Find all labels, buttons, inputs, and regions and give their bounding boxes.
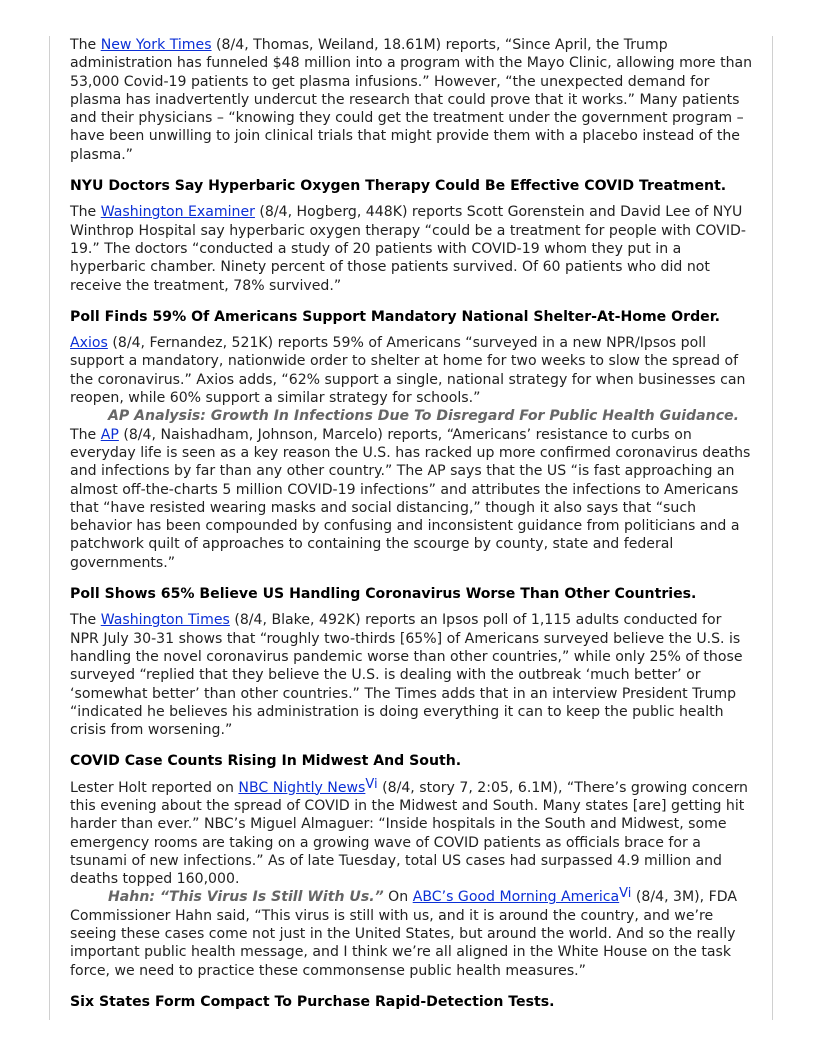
subhead-ap-analysis: AP Analysis: Growth In Infections Due To Disregard For Public Health Guidance. — [108, 408, 739, 425]
page-margin-rule-right — [772, 36, 773, 1020]
article-handling-body — [70, 611, 754, 739]
source-link-new-york-times[interactable]: New York Times — [100, 37, 212, 53]
article-midwest-pre: Lester Holt reported on — [70, 779, 239, 796]
headline-handling-poll: Poll Shows 65% Believe US Handling Coronavirus Worse Than Other Countries. — [70, 586, 697, 603]
source-link-nbc-nightly-news[interactable]: NBC Nightly News — [238, 779, 366, 796]
headline-six-states: Six States Form Compact To Purchase Rapid-Detection Tests. — [70, 993, 555, 1010]
article-hahn-text: (8/4, 3M), FDA Commissioner Hahn said, “This virus is still with us, and it is around the country, and we’re seeing these cases come not just in the United States, but around the world. And so the really important public health message, and I think we’re all aligned in the White House on the task force, we need to practice these commonsense public health measures.” — [70, 889, 737, 979]
article-handling-text: (8/4, Blake, 492K) reports an Ipsos poll of 1,115 adults conducted for NPR July 30-31 shows that “roughly two-thirds [65%] of Americans surveyed believe the U.S. is handling the novel coronavirus pandemic worse than other countries,” while only 25% of those surveyed “replied that they believe the U.S. is dealing with the outbreak ‘much better’ or ‘somewhat better’ than other countries.” The Times adds that in an interview President Trump “indicated he believes his administration is doing everything it can to keep the public health crisis from worsening.” — [70, 612, 743, 739]
source-link-washington-times[interactable]: Washington Times — [100, 612, 230, 629]
article-midwest-body — [70, 776, 754, 889]
article-plasma-text: (8/4, Thomas, Weiland, 18.61M) reports, “Since April, the Trump administration has funneled $48 million into a program with the Mayo Clinic, allowing more than 53,000 Covid-19 patients to get plasma infusions.” However, “the unexpected demand for plasma has inadvertently undercut the research that could prove that it works.” Many patients and their physicians – “knowing they could get the treatment under the government program – have been unwilling to join clinical trials that might provide them with a placebo instead of the plasma.” — [70, 37, 753, 163]
article-plasma-pre: The — [70, 37, 101, 53]
article-ap-text: (8/4, Naishadham, Johnson, Marcelo) reports, “Americans’ resistance to curbs on everyday life is seen as a key reason the U.S. has racked up more confirmed coronavirus deaths and infections by far than any other country.” The AP says that the US “is fast approaching an almost off-the-charts 5 million COVID-19 infections” and attributes the infections to Americans that “have resisted wearing masks and social distancing,” though it also says that “such behavior has been compounded by confusing and inconsistent guidance from politicians and a patchwork quilt of approaches to containing the scourge by county, state and federal governments.” — [70, 426, 751, 571]
article-ap-pre: The — [70, 426, 101, 443]
article-ap-analysis-body — [70, 407, 754, 572]
source-link-ap[interactable]: AP — [100, 426, 119, 443]
source-link-washington-examiner[interactable]: Washington Examiner — [100, 204, 255, 221]
video-indicator-nbc[interactable]: Vi — [365, 776, 378, 792]
article-hyperbaric-body — [70, 203, 754, 294]
article-midwest-text: (8/4, story 7, 2:05, 6.1M), “There’s growing concern this evening about the spread of COVID in the Midwest and South. Many states [are] getting hit harder than ever.” NBC’s Miguel Almaguer: “Inside hospitals in the South and Midwest, some emergency rooms are taking on a growing wave of COVID patients as officials brace for a tsunami of new infections.” As of late Tuesday, total US cases had surpassed 4.9 million and deaths topped 160,000. — [70, 779, 748, 888]
video-indicator-abc[interactable]: Vi — [619, 886, 632, 902]
article-hahn-body — [70, 888, 754, 979]
headline-shelter-poll: Poll Finds 59% Of Americans Support Mandatory National Shelter-At-Home Order. — [70, 308, 721, 325]
article-hyperbaric-pre: The — [70, 204, 101, 221]
page-margin-rule-left — [49, 36, 50, 1020]
subhead-hahn: Hahn: “This Virus Is Still With Us.” — [108, 889, 384, 906]
newsletter-page — [70, 36, 754, 1011]
article-hahn-pre: On — [383, 889, 413, 906]
article-hyperbaric-text: (8/4, Hogberg, 448K) reports Scott Gorenstein and David Lee of NYU Winthrop Hospital say hyperbaric oxygen therapy “could be a treatment for people with COVID-19.” The doctors “conducted a study of 20 patients with COVID-19 whom they put in a hyperbaric chamber. Ninety percent of those patients survived. Of 60 patients who did not receive the treatment, 78% survived.” — [70, 204, 746, 294]
headline-midwest-south: COVID Case Counts Rising In Midwest And South. — [70, 753, 462, 770]
article-handling-pre: The — [70, 612, 101, 629]
article-plasma-body — [70, 36, 754, 164]
source-link-abc-gma[interactable]: ABC’s Good Morning America — [412, 889, 620, 906]
article-shelter-body — [70, 334, 754, 407]
source-link-axios[interactable]: Axios — [70, 335, 108, 352]
headline-hyperbaric-oxygen: NYU Doctors Say Hyperbaric Oxygen Therapy Could Be Effective COVID Treatment. — [70, 178, 727, 195]
article-shelter-text: (8/4, Fernandez, 521K) reports 59% of Americans “surveyed in a new NPR/Ipsos poll support a mandatory, nationwide order to shelter at home for two weeks to slow the spread of the coronavirus.” Axios adds, “62% support a single, national strategy for when businesses can reopen, while 60% support a similar strategy for schools.” — [70, 335, 746, 407]
